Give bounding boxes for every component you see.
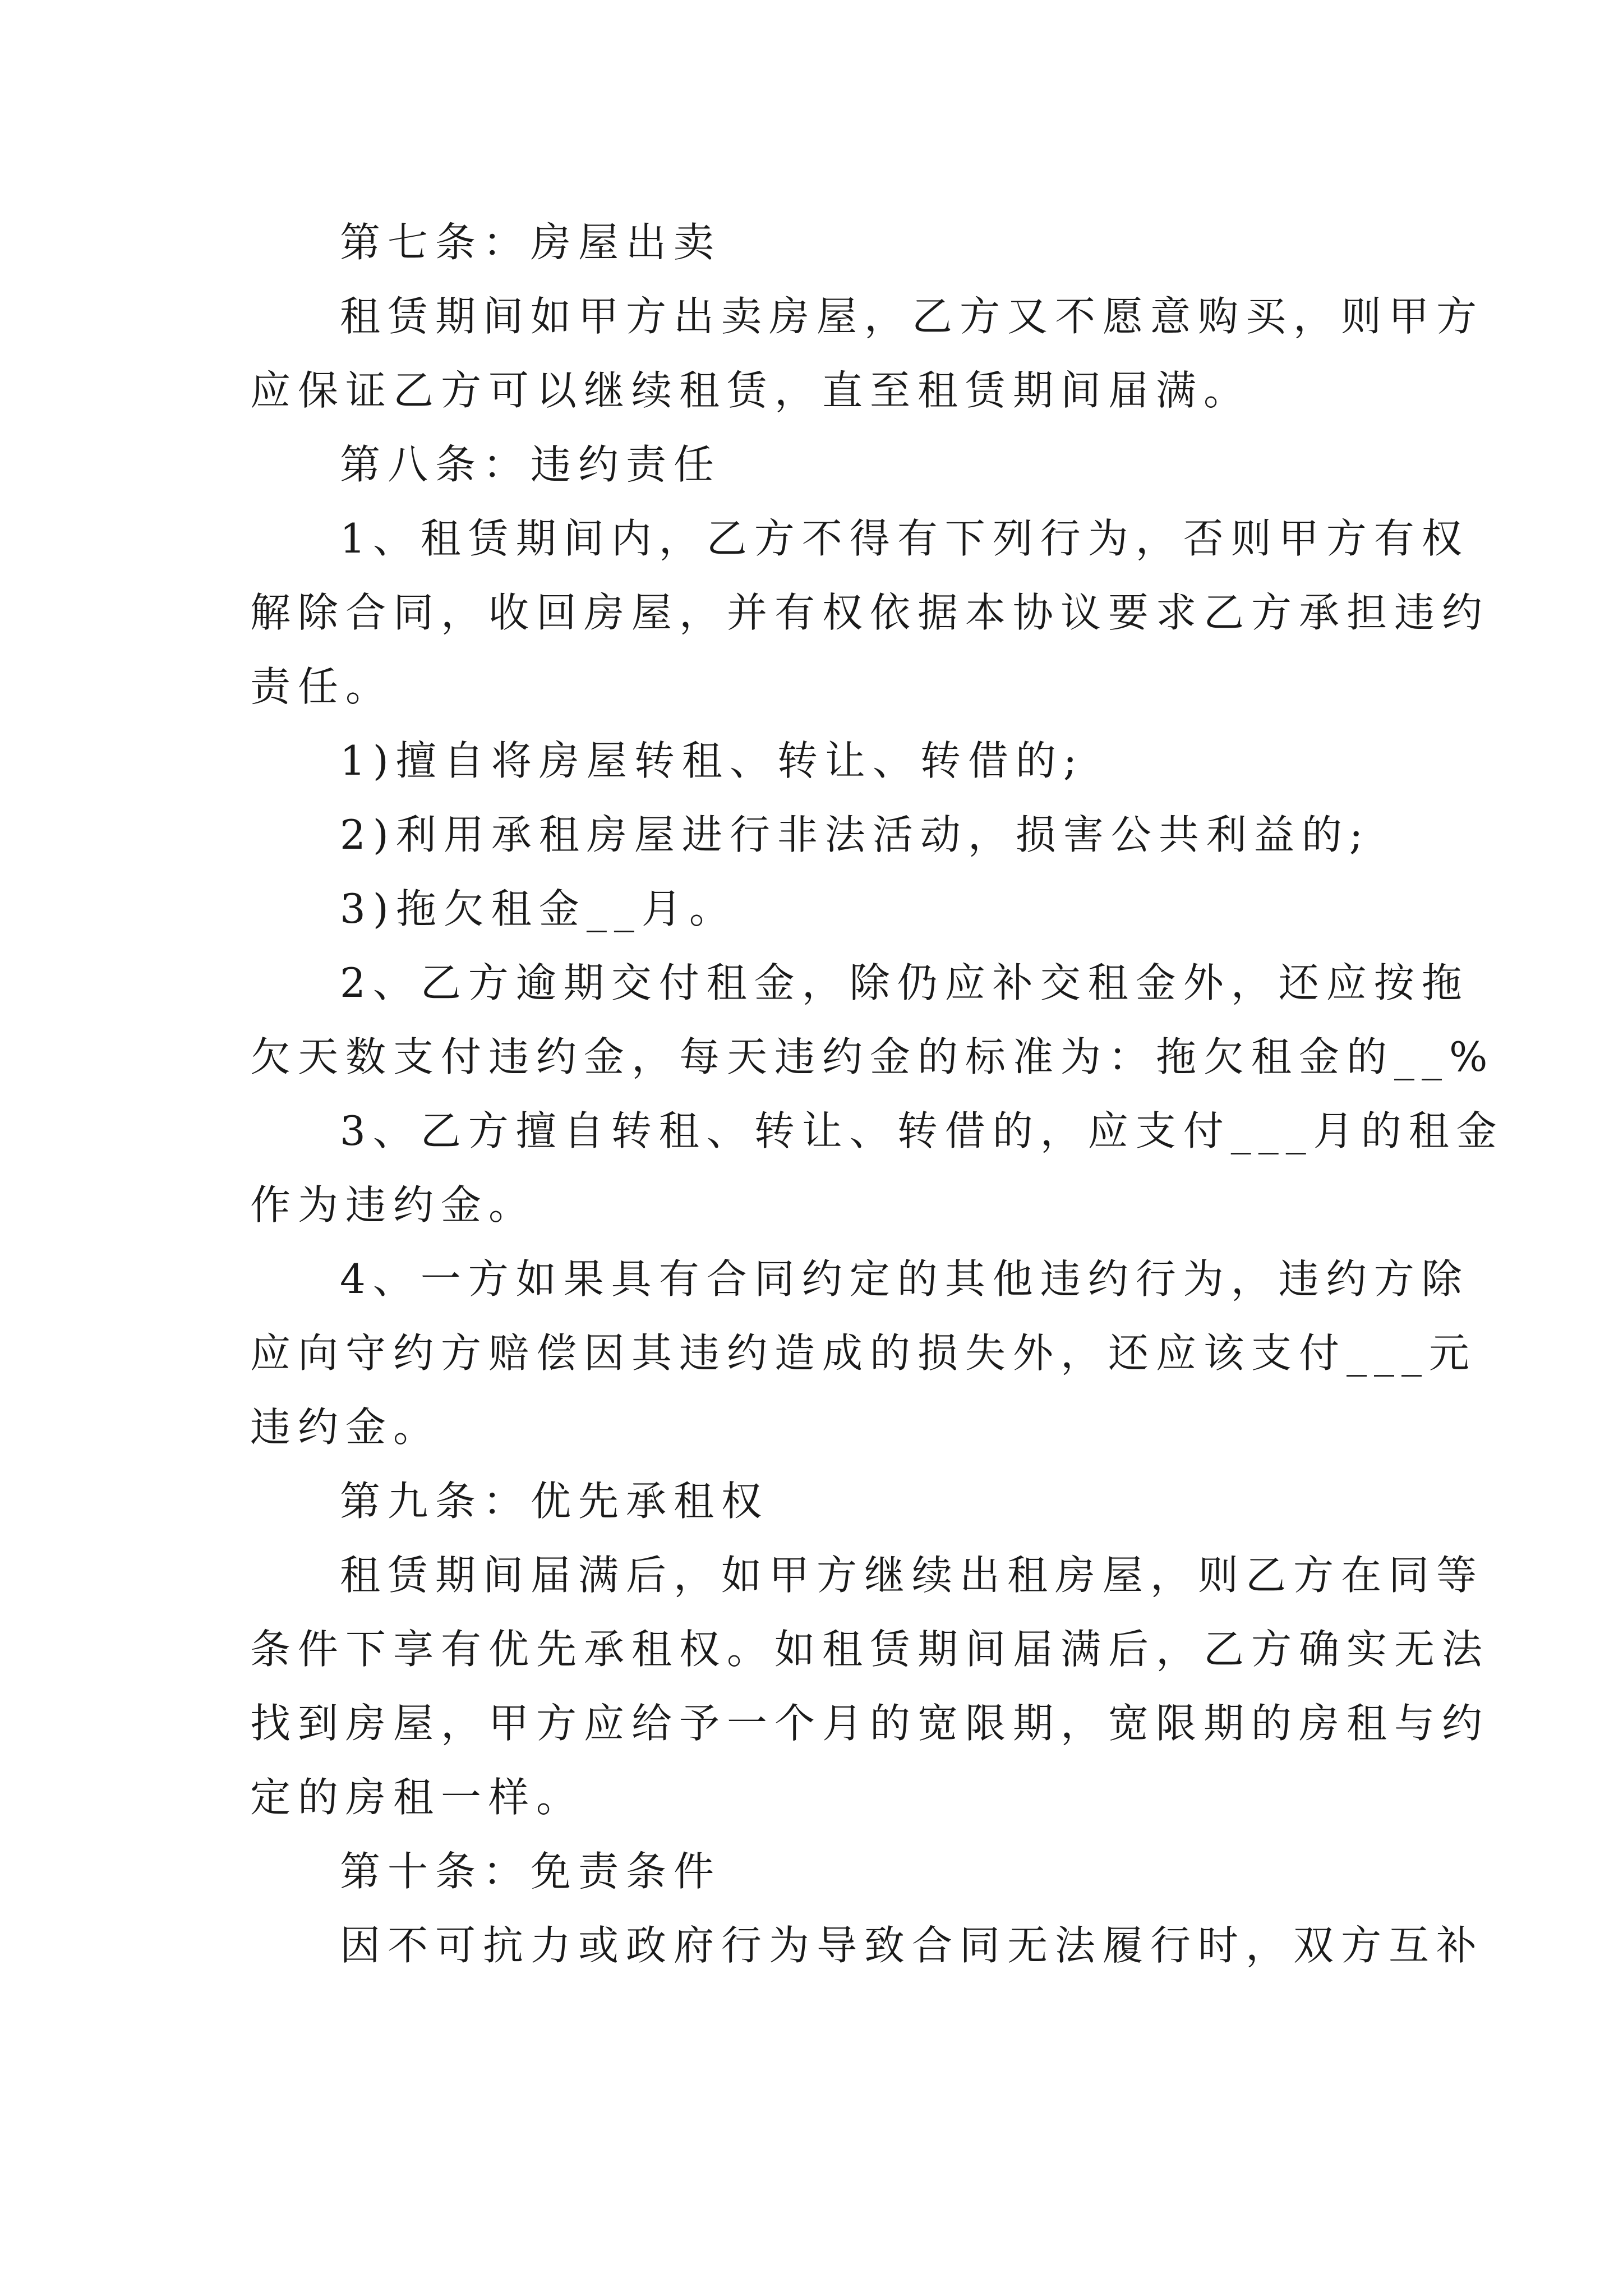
article-10-heading: 第十条：免责条件 xyxy=(340,1848,722,1895)
clause-1-line-2: 解除合同，收回房屋，并有权依据本协议要求乙方承担违约 xyxy=(250,589,1490,636)
article-9-heading: 第九条：优先承租权 xyxy=(340,1478,769,1525)
article-8-heading: 第八条：违约责任 xyxy=(340,441,722,488)
clause-2-line-2: 欠天数支付违约金，每天违约金的标准为：拖欠租金的__% xyxy=(250,1033,1495,1080)
clause-2-line-1: 2、乙方逾期交付租金，除仍应补交租金外，还应按拖 xyxy=(340,959,1469,1006)
sub-item-1: 1)擅自将房屋转租、转让、转借的; xyxy=(340,737,1085,784)
clause-4-line-1: 4、一方如果具有合同约定的其他违约行为，违约方除 xyxy=(340,1255,1469,1303)
clause-4-line-3: 违约金。 xyxy=(250,1404,441,1451)
sub-item-3: 3)拖欠租金__月。 xyxy=(340,885,737,932)
article-9-text-line-3: 找到房屋，甲方应给予一个月的宽限期，宽限期的房租与约 xyxy=(250,1700,1490,1747)
clause-4-line-2: 应向守约方赔偿因其违约造成的损失外，还应该支付___元 xyxy=(250,1329,1477,1377)
article-10-text-line-1: 因不可抗力或政府行为导致合同无法履行时，双方互补 xyxy=(340,1922,1484,1969)
clause-1-line-1: 1、租赁期间内，乙方不得有下列行为，否则甲方有权 xyxy=(340,515,1469,562)
article-7-heading: 第七条：房屋出卖 xyxy=(340,219,722,266)
clause-3-line-1: 3、乙方擅自转租、转让、转借的，应支付___月的租金 xyxy=(340,1107,1504,1154)
sub-item-2: 2)利用承租房屋进行非法活动，损害公共利益的; xyxy=(340,811,1371,858)
article-7-text-line-1: 租赁期间如甲方出卖房屋，乙方又不愿意购买，则甲方 xyxy=(340,293,1484,340)
article-9-text-line-4: 定的房租一样。 xyxy=(250,1774,584,1821)
article-9-text-line-2: 条件下享有优先承租权。如租赁期间届满后，乙方确实无法 xyxy=(250,1626,1490,1673)
article-7-text-line-2: 应保证乙方可以继续租赁，直至租赁期间届满。 xyxy=(250,367,1252,414)
clause-3-line-2: 作为违约金。 xyxy=(250,1181,537,1228)
article-9-text-line-1: 租赁期间届满后，如甲方继续出租房屋，则乙方在同等 xyxy=(340,1552,1484,1599)
clause-1-line-3: 责任。 xyxy=(250,663,394,710)
